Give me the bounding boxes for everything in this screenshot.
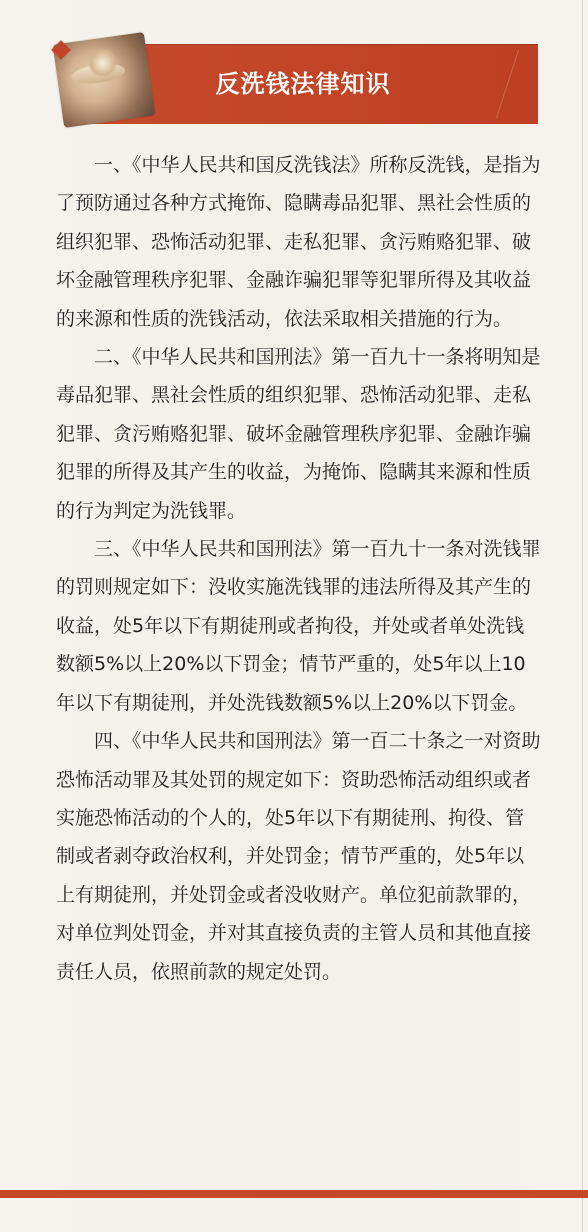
paragraph-4: 四、《中华人民共和国刑法》第一百二十条之一对资助恐怖活动罪及其处罚的规定如下：资助恐怖活动组织或者实施恐怖活动的个人的，处5年以下有期徒刑、拘役、管制或者剥夺政治权利，并处罚金；情节严重的，处5年以上有期徒刑，并处罚金或者没收财产。单位犯前款罪的，对单位判处罚金，并对其直接负责的主管人员和其他直接责任人员，依照前款的规定处罚。 [56,730,541,983]
content-body [56,146,542,991]
bottom-accent-bar [0,1190,588,1198]
paragraph-1: 一、《中华人民共和国反洗钱法》所称反洗钱，是指为了预防通过各种方式掩饰、隐瞒毒品犯罪、黑社会性质的组织犯罪、恐怖活动犯罪、走私犯罪、贪污贿赂犯罪、破坏金融管理秩序犯罪、金融诈骗犯罪等犯罪所得及其收益的来源和性质的洗钱活动，依法采取相关措施的行为。 [56,154,541,330]
page-title: 反洗钱法律知识 [215,70,391,98]
paragraph-3: 三、《中华人民共和国刑法》第一百九十一条对洗钱罪的罚则规定如下：没收实施洗钱罪的违法所得及其产生的收益，处5年以下有期徒刑或者拘役，并处或者单处洗钱数额5%以上20%以下罚金；情节严重的，处5年以上10年以下有期徒刑，并处洗钱数额5%以上20%以下罚金。 [56,538,541,714]
page-edge-line [582,0,583,1232]
paragraph-2: 二、《中华人民共和国刑法》第一百九十一条将明知是毒品犯罪、黑社会性质的组织犯罪、恐怖活动犯罪、走私犯罪、贪污贿赂犯罪、破坏金融管理秩序犯罪、金融诈骗犯罪的所得及其产生的收益，为掩饰、隐瞒其来源和性质的行为判定为洗钱罪。 [56,346,541,522]
